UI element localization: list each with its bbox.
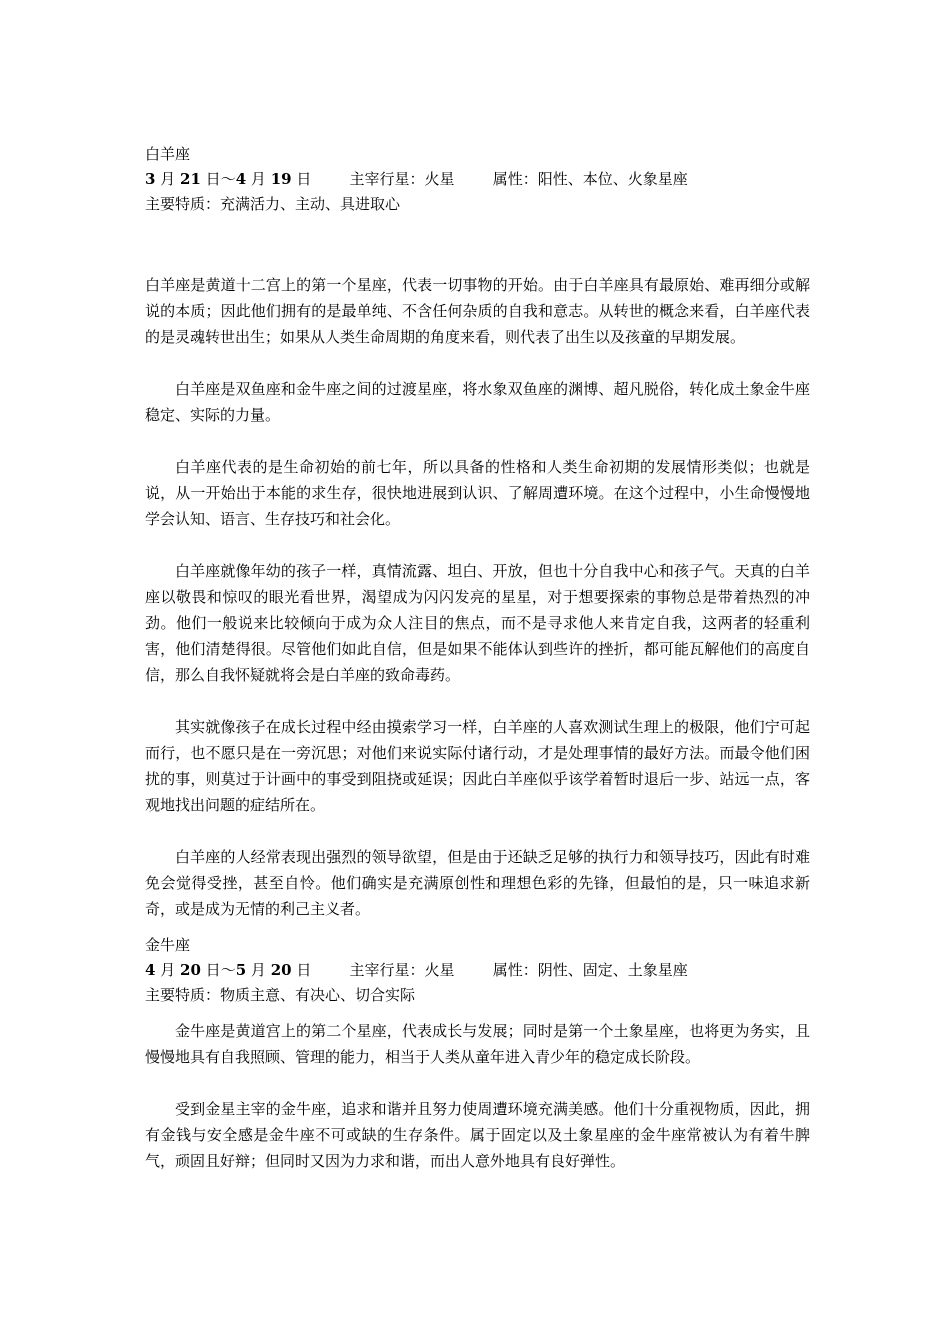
paragraph: 白羊座的人经常表现出强烈的领导欲望，但是由于还缺乏足够的执行力和领导技巧，因此有时难免会觉得受挫，甚至自怜。他们确实是充满原创性和理想色彩的先锋，但最怕的是，只一味追求新奇，或是成为无情的利己主义者。	[145, 848, 810, 918]
date-ruler-attrs-line: 3 月 21 日～4 月 19 日 主宰行星：火星 属性：阳性、本位、火象星座	[145, 170, 688, 188]
paragraph: 金牛座是黄道宫上的第二个星座，代表成长与发展；同时是第一个土象星座，也将更为务实，且慢慢地具有自我照顾、管理的能力，相当于人类从童年进入青少年的稳定成长阶段。	[145, 1022, 810, 1066]
paragraph: 白羊座代表的是生命初始的前七年，所以具备的性格和人类生命初期的发展情形类似；也就是说，从一开始出于本能的求生存，很快地进展到认识、了解周遭环境。在这个过程中，小生命慢慢地学会认知、语言、生存技巧和社会化。	[145, 458, 810, 528]
attributes: 属性：阳性、本位、火象星座	[492, 170, 688, 188]
ruler-planet: 主宰行星：火星	[349, 170, 455, 188]
document-page	[145, 141, 810, 1174]
ruler-planet: 主宰行星：火星	[349, 961, 455, 979]
main-traits: 主要特质：物质主意、有决心、切合实际	[145, 986, 416, 1004]
section-taurus	[145, 932, 810, 1174]
paragraph: 白羊座是双鱼座和金牛座之间的过渡星座，将水象双鱼座的渊博、超凡脱俗，转化成土象金牛座稳定、实际的力量。	[145, 380, 810, 424]
section-title: 金牛座	[145, 936, 191, 954]
section-aries	[145, 141, 810, 922]
paragraph: 白羊座就像年幼的孩子一样，真情流露、坦白、开放，但也十分自我中心和孩子气。天真的白羊座以敬畏和惊叹的眼光看世界，渴望成为闪闪发亮的星星，对于想要探索的事物总是带着热烈的冲劲。他们一般说来比较倾向于成为众人注目的焦点，而不是寻求他人来肯定自我，这两者的轻重利害，他们清楚得很。尽管他们如此自信，但是如果不能体认到些许的挫折，都可能瓦解他们的高度自信，那么自我怀疑就将会是白羊座的致命毒药。	[145, 562, 810, 684]
paragraph: 受到金星主宰的金牛座，追求和谐并且努力使周遭环境充满美感。他们十分重视物质，因此，拥有金钱与安全感是金牛座不可或缺的生存条件。属于固定以及土象星座的金牛座常被认为有着牛脾气，顽固且好辩；但同时又因为力求和谐，而出人意外地具有良好弹性。	[145, 1100, 810, 1170]
paragraph: 白羊座是黄道十二宫上的第一个星座，代表一切事物的开始。由于白羊座具有最原始、难再细分或解说的本质；因此他们拥有的是最单纯、不含任何杂质的自我和意志。从转世的概念来看，白羊座代表的是灵魂转世出生；如果从人类生命周期的角度来看，则代表了出生以及孩童的早期发展。	[145, 276, 810, 346]
attributes: 属性：阴性、固定、土象星座	[492, 961, 688, 979]
section-title: 白羊座	[145, 145, 191, 163]
paragraph: 其实就像孩子在成长过程中经由摸索学习一样，白羊座的人喜欢测试生理上的极限，他们宁可起而行，也不愿只是在一旁沉思；对他们来说实际付诸行动，才是处理事情的最好方法。而最令他们困扰的事，则莫过于计画中的事受到阻挠或延误；因此白羊座似乎该学着暂时退后一步、站远一点，客观地找出问题的症结所在。	[145, 718, 810, 814]
date-ruler-attrs-line: 4 月 20 日～5 月 20 日 主宰行星：火星 属性：阴性、固定、土象星座	[145, 961, 688, 979]
main-traits: 主要特质：充满活力、主动、具进取心	[145, 195, 401, 213]
